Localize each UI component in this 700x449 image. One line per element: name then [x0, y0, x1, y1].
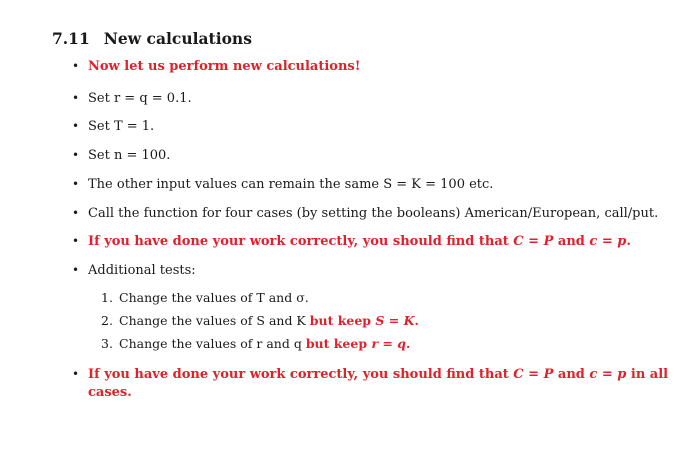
period: .	[626, 234, 631, 249]
bullet-text: Set T = 1.	[88, 119, 155, 134]
bullet-text: Now let us perform new calculations!	[88, 59, 361, 74]
bullet-icon: •	[72, 59, 80, 73]
bullet-icon: •	[72, 367, 80, 381]
bullet-text-prefix: If you have done your work correctly, you should find that	[88, 367, 514, 382]
test-text-prefix: Change the values of S and K	[119, 313, 310, 328]
math-c-equals-p: C = P	[513, 367, 554, 382]
bullet-icon: •	[72, 206, 80, 220]
bullet-item-other-inputs	[72, 176, 493, 193]
bullet-icon: •	[72, 91, 80, 105]
bullet-text: Set r = q = 0.1.	[88, 91, 192, 106]
test-text: Change the values of T and σ.	[119, 290, 309, 305]
bullet-item-set-n	[72, 147, 170, 164]
math-c-equals-p: C = P	[513, 234, 554, 249]
section-heading	[52, 29, 252, 48]
test-red-text: but keep	[305, 336, 372, 351]
section-number: 7.11	[52, 29, 90, 48]
period: .	[414, 313, 419, 328]
bullet-icon: •	[72, 148, 80, 162]
test-red-text: but keep	[309, 313, 376, 328]
math-lower-c-equals-p: c = p	[589, 367, 627, 382]
bullet-item-additional-tests	[72, 262, 196, 279]
bullet-item-set-rq	[72, 90, 192, 107]
period: .	[405, 336, 411, 351]
test-item-1	[101, 290, 309, 306]
bullet-icon: •	[72, 177, 80, 191]
test-number: 1.	[101, 290, 113, 305]
test-number: 3.	[101, 336, 113, 351]
math-lower-c-equals-p: c = p	[589, 234, 627, 249]
test-number: 2.	[101, 313, 113, 328]
bullet-icon: •	[72, 263, 80, 277]
cases-text: cases.	[88, 385, 132, 400]
section-title: New calculations	[103, 29, 252, 48]
bullet-text-prefix: If you have done your work correctly, you should find that	[88, 234, 514, 249]
in-all-text: in all	[626, 367, 669, 382]
bullet-text: Additional tests:	[88, 263, 196, 278]
bullet-icon: •	[72, 119, 80, 133]
bullet-text: Call the function for four cases (by setting the booleans) American/European, call/put.	[88, 206, 659, 221]
bullet-item-check-result	[72, 233, 631, 250]
test-item-2	[101, 313, 419, 329]
bullet-text: The other input values can remain the same S = K = 100 etc.	[88, 177, 494, 192]
bullet-item-final-check	[72, 366, 668, 383]
test-text-prefix: Change the values of r and q	[119, 336, 306, 351]
math-s-equals-k: S = K	[375, 313, 415, 328]
and-word: and	[553, 367, 590, 382]
and-word: and	[553, 234, 590, 249]
bullet-item-four-cases	[72, 205, 658, 222]
bullet-item-new-calculations	[72, 58, 360, 75]
math-r-equals-q: r = q	[371, 336, 406, 351]
bullet-icon: •	[72, 234, 80, 248]
test-item-3	[101, 336, 410, 352]
final-bullet-continuation	[88, 385, 132, 401]
bullet-text: Set n = 100.	[88, 148, 171, 163]
bullet-item-set-t	[72, 118, 154, 135]
